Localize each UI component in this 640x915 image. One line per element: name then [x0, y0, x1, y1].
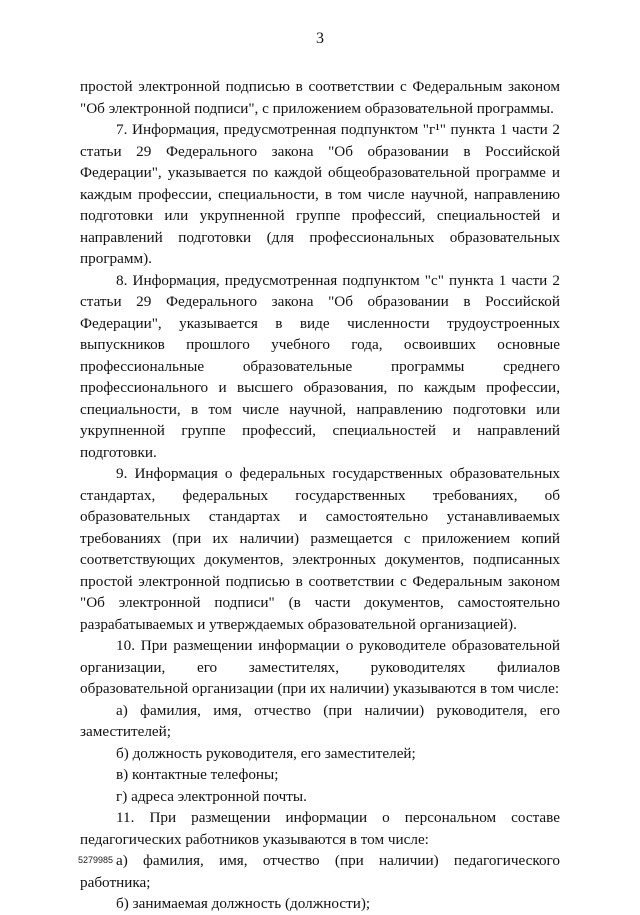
paragraph-continuation: простой электронной подписью в соответствии с Федеральным законом "Об электронной подписи", с приложением образовательной программы.: [80, 78, 560, 117]
paragraph-10-item-a: а) фамилия, имя, отчество (при наличии) руководителя, его заместителей;: [80, 701, 560, 740]
paragraph-11: 11. При размещении информации о персональном составе педагогических работников указываются в том числе:: [80, 809, 560, 848]
paragraph-11-item-a: а) фамилия, имя, отчество (при наличии) педагогического работника;: [80, 852, 560, 891]
paragraph-9: 9. Информация о федеральных государственных образовательных стандартах, федеральных государственных требованиях, об образовательных стандартах и самостоятельно устанавливаемых требованиях (при их наличии) размещается с приложением копий соответствующих документов, электронных документов, подписанных простой электронной подписью в соответствии с Федеральным законом "Об электронной подписи" (в части документов, самостоятельно разрабатываемых и утверждаемых образовательной организацией).: [80, 465, 560, 633]
document-code: 5279985: [78, 855, 114, 865]
paragraph-10: 10. При размещении информации о руководителе образовательной организации, его заместителях, руководителях филиалов образовательной организации (при их наличии) указываются в том числе:: [80, 637, 560, 697]
page-number: 3: [316, 30, 324, 47]
paragraph-11-item-b: б) занимаемая должность (должности);: [116, 895, 371, 912]
paragraph-7: 7. Информация, предусмотренная подпунктом "г¹" пункта 1 части 2 статьи 29 Федерального закона "Об образовании в Российской Федерации", указывается по каждой общеобразовательной программе и каждым профессии, специальности, в том числе научной, направлению подготовки или укрупненной группе профессий, специальностей и направлений подготовки (для профессиональных образовательных программ).: [80, 121, 560, 267]
paragraph-10-item-b: б) должность руководителя, его заместителей;: [116, 744, 416, 762]
paragraph-10-item-g: г) адреса электронной почты.: [116, 787, 307, 805]
document-body: [80, 76, 560, 915]
paragraph-10-item-v: в) контактные телефоны;: [116, 766, 279, 783]
paragraph-8: 8. Информация, предусмотренная подпунктом "с" пункта 1 части 2 статьи 29 Федерального закона "Об образовании в Российской Федерации", указывается в виде численности трудоустроенных выпускников прошлого учебного года, освоивших основные профессиональные образовательные программы среднего профессионального и высшего образования, по каждым профессии, специальности, в том числе научной, направлению подготовки или укрупненной группе профессий, специальностей и направлений подготовки.: [80, 271, 560, 461]
